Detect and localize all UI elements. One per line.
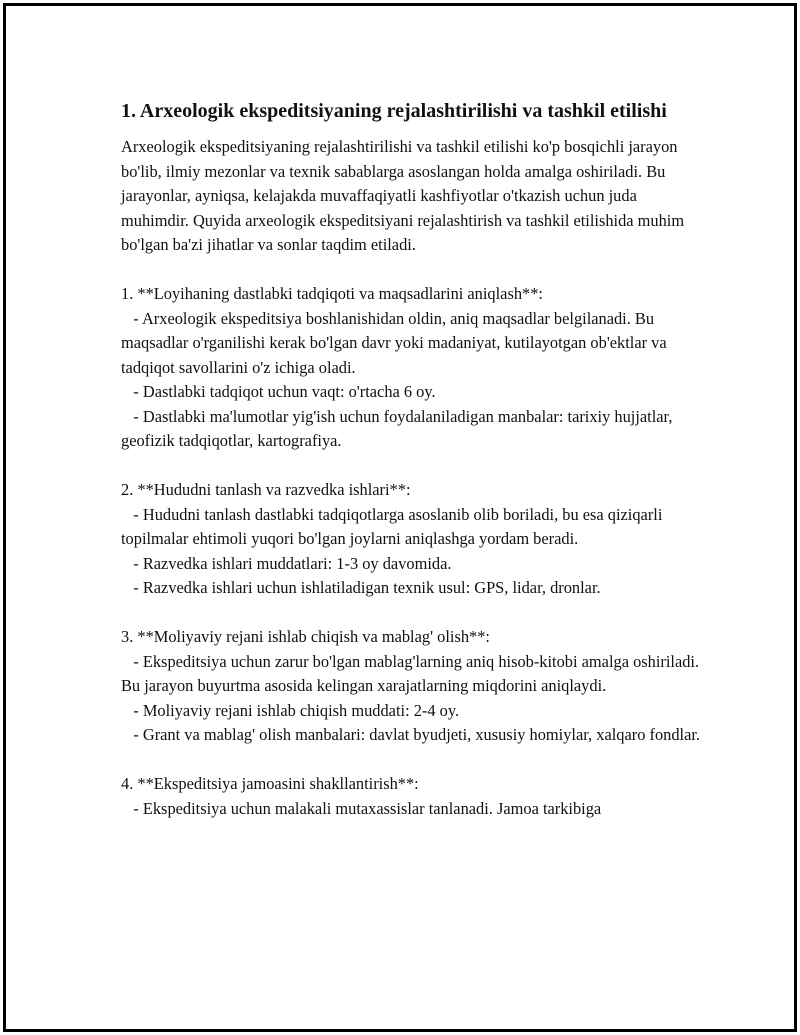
section-item: - Ekspeditsiya uchun malakali mutaxassislar tanlanadi. Jamoa tarkibiga bbox=[121, 798, 602, 818]
section-item: - Razvedka ishlari muddatlari: 1-3 oy davomida. bbox=[121, 553, 452, 573]
section-item: - Hududni tanlash dastlabki tadqiqotlarga asoslanib olib boriladi, bu esa qiziqarli topilmalar ehtimoli yuqori bo'lgan joylarni aniqlashga yordam beradi. bbox=[121, 504, 667, 548]
section-item: - Arxeologik ekspeditsiya boshlanishidan oldin, aniq maqsadlar belgilanadi. Bu maqsadlar o'rganilishi kerak bo'lgan davr yoki madaniyat, kutilayotgan ob'ektlar va tadqiqot savollarini o'z ichiga oladi. bbox=[121, 308, 671, 377]
section-title: 4. **Ekspeditsiya jamoasini shakllantirish**: bbox=[121, 774, 419, 793]
section-item: - Dastlabki ma'lumotlar yig'ish uchun foydalaniladigan manbalar: tarixiy hujjatlar, geofizik tadqiqotlar, kartografiya. bbox=[121, 406, 677, 450]
intro-paragraph: Arxeologik ekspeditsiyaning rejalashtirilishi va tashkil etilishi ko'p bosqichli jarayon bo'lib, ilmiy mezonlar va texnik sabablarga asoslangan holda amalga oshiriladi. Bu jarayonlar, ayniqsa, kelajakda muvaffaqiyatli kashfiyotlar o'tkazish uchun juda muhimdir. Quyida arxeologik ekspeditsiyani rejalashtirish va tashkil etilishida muhim bo'lgan ba'zi jihatlar va sonlar taqdim etiladi. bbox=[121, 137, 685, 254]
section-title: 2. **Hududni tanlash va razvedka ishlari**: bbox=[121, 480, 411, 499]
section-item: - Moliyaviy rejani ishlab chiqish muddati: 2-4 oy. bbox=[121, 700, 460, 720]
document-heading: 1. Arxeologik ekspeditsiyaning rejalashtirilishi va tashkil etilishi bbox=[121, 100, 667, 122]
section-item: - Dastlabki tadqiqot uchun vaqt: o'rtacha 6 oy. bbox=[121, 382, 436, 401]
section-item: - Grant va mablag' olish manbalari: davlat byudjeti, xususiy homiylar, xalqaro fondlar. bbox=[121, 725, 701, 744]
section-3 bbox=[121, 625, 704, 748]
section-title: 1. **Loyihaning dastlabki tadqiqoti va maqsadlarini aniqlash**: bbox=[121, 284, 543, 303]
section-1 bbox=[121, 282, 701, 454]
document-body bbox=[121, 98, 704, 846]
section-item: - Razvedka ishlari uchun ishlatiladigan texnik usul: GPS, lidar, dronlar. bbox=[121, 578, 601, 597]
section-4 bbox=[121, 772, 701, 821]
page-frame bbox=[3, 3, 797, 1032]
section-2 bbox=[121, 478, 701, 601]
section-title: 3. **Moliyaviy rejani ishlab chiqish va mablag' olish**: bbox=[121, 627, 490, 646]
section-item: - Ekspeditsiya uchun zarur bo'lgan mablag'larning aniq hisob-kitobi amalga oshiriladi. Bu jarayon buyurtma asosida kelingan xarajatlarning miqdorini aniqlaydi. bbox=[121, 651, 704, 695]
